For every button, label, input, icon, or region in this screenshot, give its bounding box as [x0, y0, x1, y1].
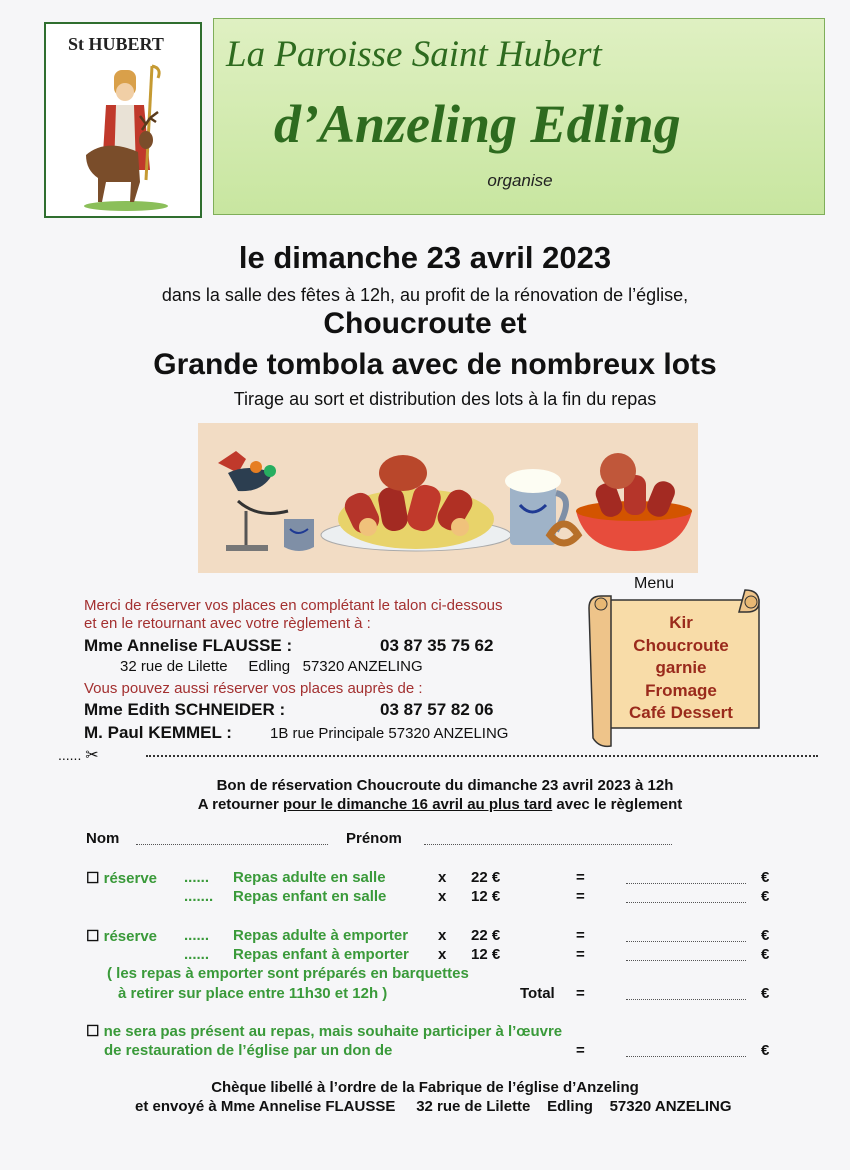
times-sign: x [438, 869, 447, 886]
total-amount-field[interactable] [626, 985, 746, 1000]
dots: ....... [184, 888, 214, 905]
amount-child-emporter-field[interactable] [626, 946, 746, 961]
donation-amount-field[interactable] [626, 1042, 746, 1057]
checkbox-icon[interactable]: ☐ [86, 928, 100, 945]
equals-sign: = [576, 1042, 585, 1059]
reserve-emporter-option[interactable]: ☐ réserve [86, 928, 158, 945]
logo-title: St HUBERT [68, 34, 164, 54]
equals-sign: = [576, 946, 585, 963]
adult-emporter-label: Repas adulte à emporter [233, 927, 409, 944]
contact1-name: Mme Annelise FLAUSSE : [84, 636, 293, 655]
donation-option[interactable]: ☐ ne sera pas présent au repas, mais souhaite participer à l’œuvre [86, 1023, 563, 1040]
times-sign: x [438, 927, 447, 944]
child-salle-label: Repas enfant en salle [233, 888, 387, 905]
cut-dotted-line [146, 755, 818, 757]
donation-line2: de restauration de l’église par un don de [104, 1042, 393, 1059]
contact2-name: Mme Edith SCHNEIDER : [84, 700, 286, 719]
dots: ...... [184, 869, 210, 886]
amount-adult-salle-field[interactable] [626, 869, 746, 884]
event-title-line2: Grande tombola avec de nombreux lots [153, 348, 717, 381]
prenom-label: Prénom [346, 830, 402, 847]
menu-item: Kir [669, 613, 693, 632]
price-adult: 22 € [471, 869, 501, 886]
nom-label: Nom [86, 830, 120, 847]
nom-field[interactable] [136, 830, 328, 845]
menu-item: Choucroute [633, 635, 729, 655]
euro-sign: € [761, 985, 770, 1002]
equals-sign: = [576, 888, 585, 905]
times-sign: x [438, 888, 447, 905]
cheque-line1: Chèque libellé à l’ordre de la Fabrique de l’église d’Anzeling [211, 1079, 639, 1096]
draw-info: Tirage au sort et distribution des lots à la fin du repas [233, 389, 657, 409]
equals-sign: = [576, 869, 585, 886]
price-adult: 22 € [471, 927, 501, 944]
amount-child-salle-field[interactable] [626, 888, 746, 903]
euro-sign: € [761, 869, 770, 886]
saint-hubert-logo [44, 22, 202, 218]
deadline-text: pour le dimanche 16 avril au plus tard [282, 796, 553, 813]
saint-hubert-figure-icon [76, 60, 176, 212]
also-reserve-text: Vous pouvez aussi réserver vos places auprès de : [84, 680, 423, 697]
checkbox-icon[interactable]: ☐ [86, 870, 100, 887]
takeaway-note-line1: ( les repas à emporter sont préparés en barquettes [107, 965, 469, 982]
reservation-intro-line1: Merci de réserver vos places en complétant le talon ci-dessous [84, 597, 503, 614]
equals-sign: = [576, 927, 585, 944]
times-sign: x [438, 946, 447, 963]
euro-sign: € [761, 888, 770, 905]
menu-label: Menu [634, 575, 675, 592]
contact1-address: 32 rue de Lilette Edling 57320 ANZELING [120, 658, 423, 675]
event-date: le dimanche 23 avril 2023 [238, 240, 612, 275]
menu-item: Fromage [645, 680, 717, 700]
organise-text: organise [487, 171, 553, 190]
contact3-name: M. Paul KEMMEL : [84, 723, 232, 742]
menu-items [606, 612, 756, 725]
village-title: d’Anzeling Edling [274, 94, 681, 154]
euro-sign: € [761, 927, 770, 944]
menu-item: garnie [655, 658, 707, 677]
adult-salle-label: Repas adulte en salle [233, 869, 386, 886]
euro-sign: € [761, 946, 770, 963]
form-title-line1: Bon de réservation Choucroute du dimanche 23 avril 2023 à 12h [216, 777, 674, 794]
contact1-phone: 03 87 35 75 62 [380, 636, 494, 655]
checkbox-icon[interactable]: ☐ [86, 1023, 100, 1040]
cheque-line2: et envoyé à Mme Annelise FLAUSSE 32 rue de Lilette Edling 57320 ANZELING [135, 1098, 732, 1115]
dots: ...... [184, 946, 210, 963]
form-title-line2: A retourner pour le dimanche 16 avril au plus tard avec le règlement [197, 796, 683, 813]
choucroute-illustration [198, 423, 698, 573]
euro-sign: € [761, 1042, 770, 1059]
event-place: dans la salle des fêtes à 12h, au profit de la rénovation de l’église, [161, 285, 689, 305]
cut-dots: ...... [58, 747, 82, 763]
reserve-salle-option[interactable]: ☐ réserve [86, 870, 158, 887]
reservation-intro-line2: et en le retournant avec votre règlement à : [84, 615, 371, 632]
child-emporter-label: Repas enfant à emporter [233, 946, 409, 963]
equals-sign: = [576, 985, 585, 1002]
total-label: Total [520, 985, 555, 1002]
parish-title: La Paroisse Saint Hubert [226, 34, 602, 75]
prenom-field[interactable] [424, 830, 672, 845]
dots: ...... [184, 927, 210, 944]
price-child: 12 € [471, 888, 501, 905]
menu-item: Café Dessert [629, 703, 733, 722]
scissors-icon: ✂ [85, 747, 99, 764]
header-banner [213, 18, 825, 215]
price-child: 12 € [471, 946, 501, 963]
takeaway-note-line2: à retirer sur place entre 11h30 et 12h ) [118, 985, 388, 1002]
event-title-line1: Choucroute et [323, 307, 527, 340]
cut-line [58, 745, 818, 765]
contact2-phone: 03 87 57 82 06 [380, 700, 494, 719]
contact3-address: 1B rue Principale 57320 ANZELING [270, 725, 509, 742]
amount-adult-emporter-field[interactable] [626, 927, 746, 942]
